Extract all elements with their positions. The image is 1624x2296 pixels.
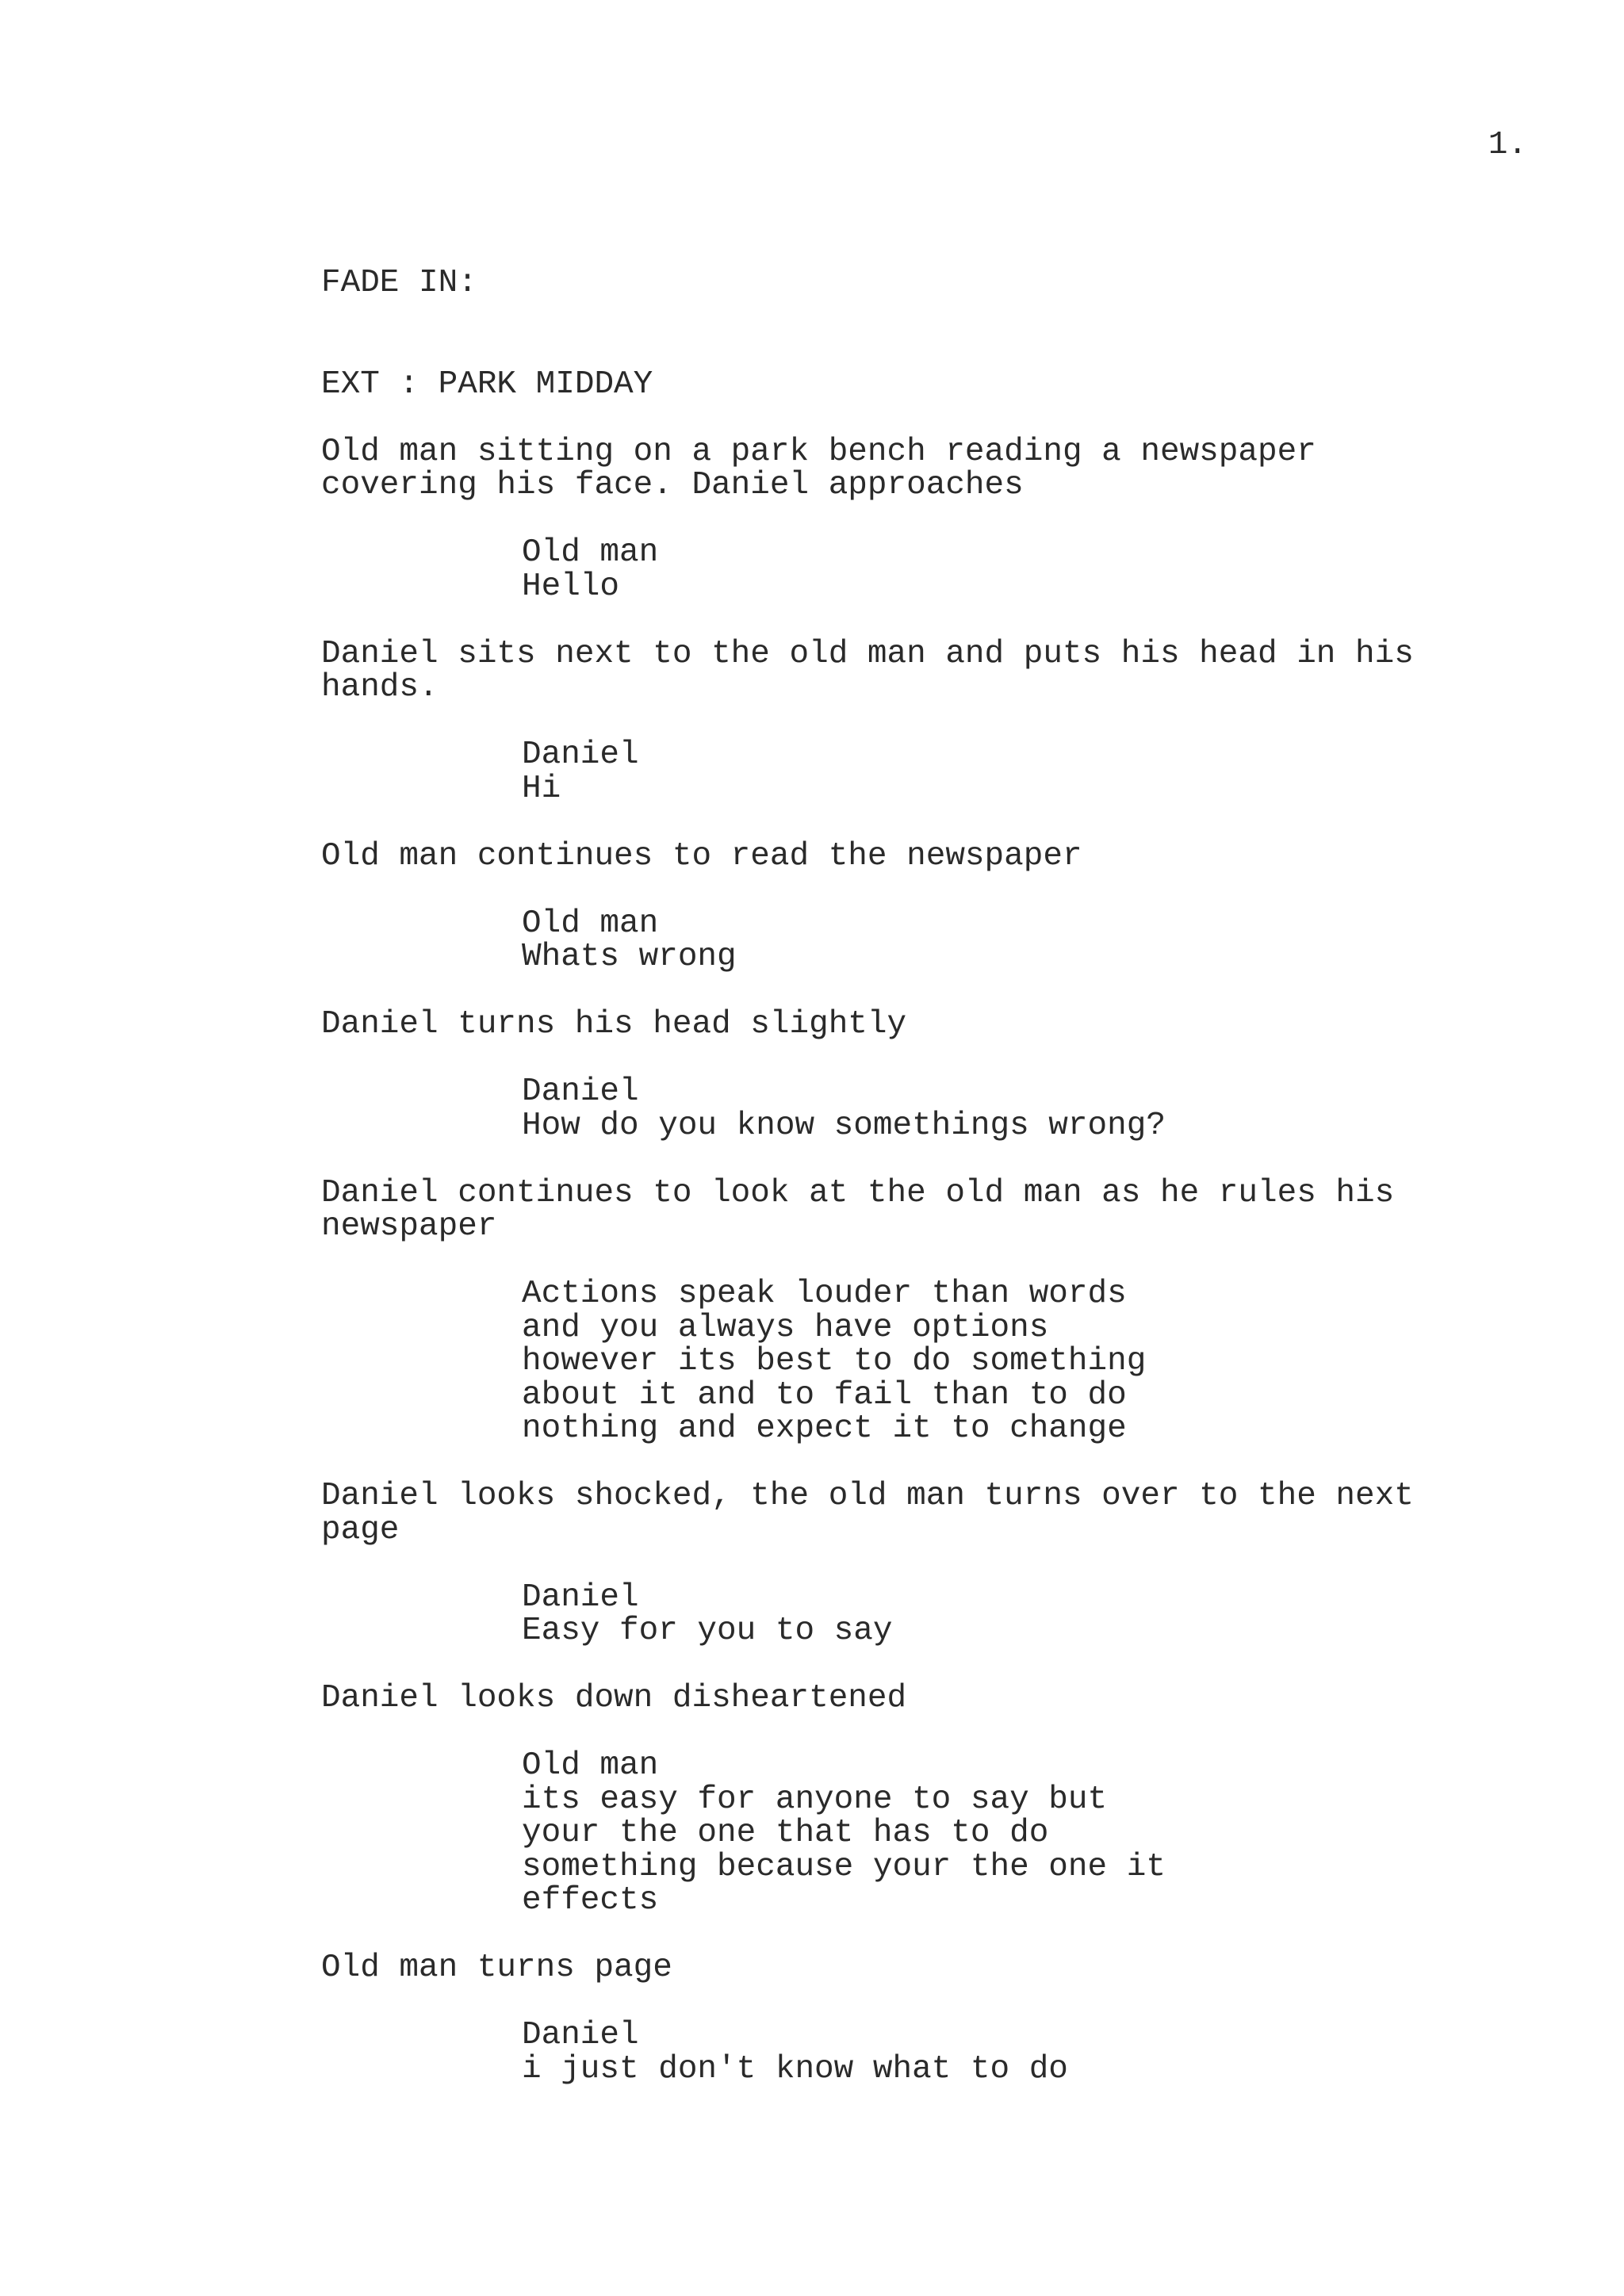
dialogue-text: about it and to fail than to do <box>522 1376 1127 1414</box>
dialogue-text: Actions speak louder than words <box>522 1276 1127 1312</box>
action-line <box>321 1682 1542 1716</box>
action-text: Old man turns page <box>321 1950 672 1986</box>
action-text: Daniel looks shocked, the old man turns over to the next <box>321 1478 1414 1514</box>
dialogue-text: its easy for anyone to say but <box>522 1781 1108 1818</box>
dialogue-text: nothing and expect it to change <box>522 1410 1127 1447</box>
action-line <box>321 1479 1542 1547</box>
dialogue-text: Whats wrong <box>522 939 737 975</box>
action-line <box>321 837 1542 874</box>
character-name: Daniel <box>522 1073 639 1110</box>
screenplay-body <box>321 266 1542 2120</box>
action-text: Daniel turns his head slightly <box>321 1006 907 1043</box>
dialogue-text: effects <box>522 1882 659 1919</box>
action-text: Old man continues to read the newspaper <box>321 837 1082 874</box>
dialogue-block <box>522 1749 1542 1918</box>
action-text: covering his face. Daniel approaches <box>321 467 1024 503</box>
action-text: Old man sitting on a park bench reading a newspaper <box>321 433 1316 470</box>
action-text: newspaper <box>321 1208 497 1245</box>
scene-heading: EXT : PARK MIDDAY <box>321 365 653 403</box>
dialogue-text: i just don't know what to do <box>522 2050 1068 2087</box>
transition-fade-in: FADE IN: <box>321 265 477 301</box>
dialogue-text: and you always have options <box>522 1309 1049 1346</box>
dialogue-text: Hi <box>522 770 561 807</box>
dialogue-block <box>522 738 1542 806</box>
action-line <box>321 1174 1542 1245</box>
action-text: Daniel continues to look at the old man as he rules his <box>321 1174 1395 1211</box>
character-name: Daniel <box>522 737 639 773</box>
dialogue-block <box>522 536 1542 603</box>
action-text: Daniel looks down disheartened <box>321 1680 907 1716</box>
dialogue-text: your the one that has to do <box>522 1815 1049 1851</box>
action-line <box>321 1951 1542 1985</box>
character-name: Daniel <box>522 2017 639 2053</box>
dialogue-block <box>522 2019 1542 2086</box>
page-number: 1. <box>1488 127 1527 163</box>
action-text: Daniel sits next to the old man and puts his head in his <box>321 635 1414 672</box>
character-name: Daniel <box>522 1578 639 1616</box>
action-text: page <box>321 1511 400 1548</box>
character-name: Old man <box>522 534 659 571</box>
dialogue-text: Hello <box>522 568 620 605</box>
dialogue-block <box>522 1578 1542 1649</box>
character-name: Old man <box>522 905 659 942</box>
dialogue-text: How do you know somethings wrong? <box>522 1107 1166 1144</box>
dialogue-block <box>522 1277 1542 1446</box>
dialogue-text: Easy for you to say <box>522 1613 893 1649</box>
dialogue-block <box>522 907 1542 974</box>
character-name: Old man <box>522 1747 659 1784</box>
dialogue-text: however its best to do something <box>522 1343 1147 1380</box>
action-text: hands. <box>321 669 439 706</box>
action-line <box>321 637 1542 705</box>
dialogue-block <box>522 1075 1542 1142</box>
action-line <box>321 1008 1542 1042</box>
action-line <box>321 435 1542 503</box>
dialogue-text: something because your the one it <box>522 1848 1166 1885</box>
